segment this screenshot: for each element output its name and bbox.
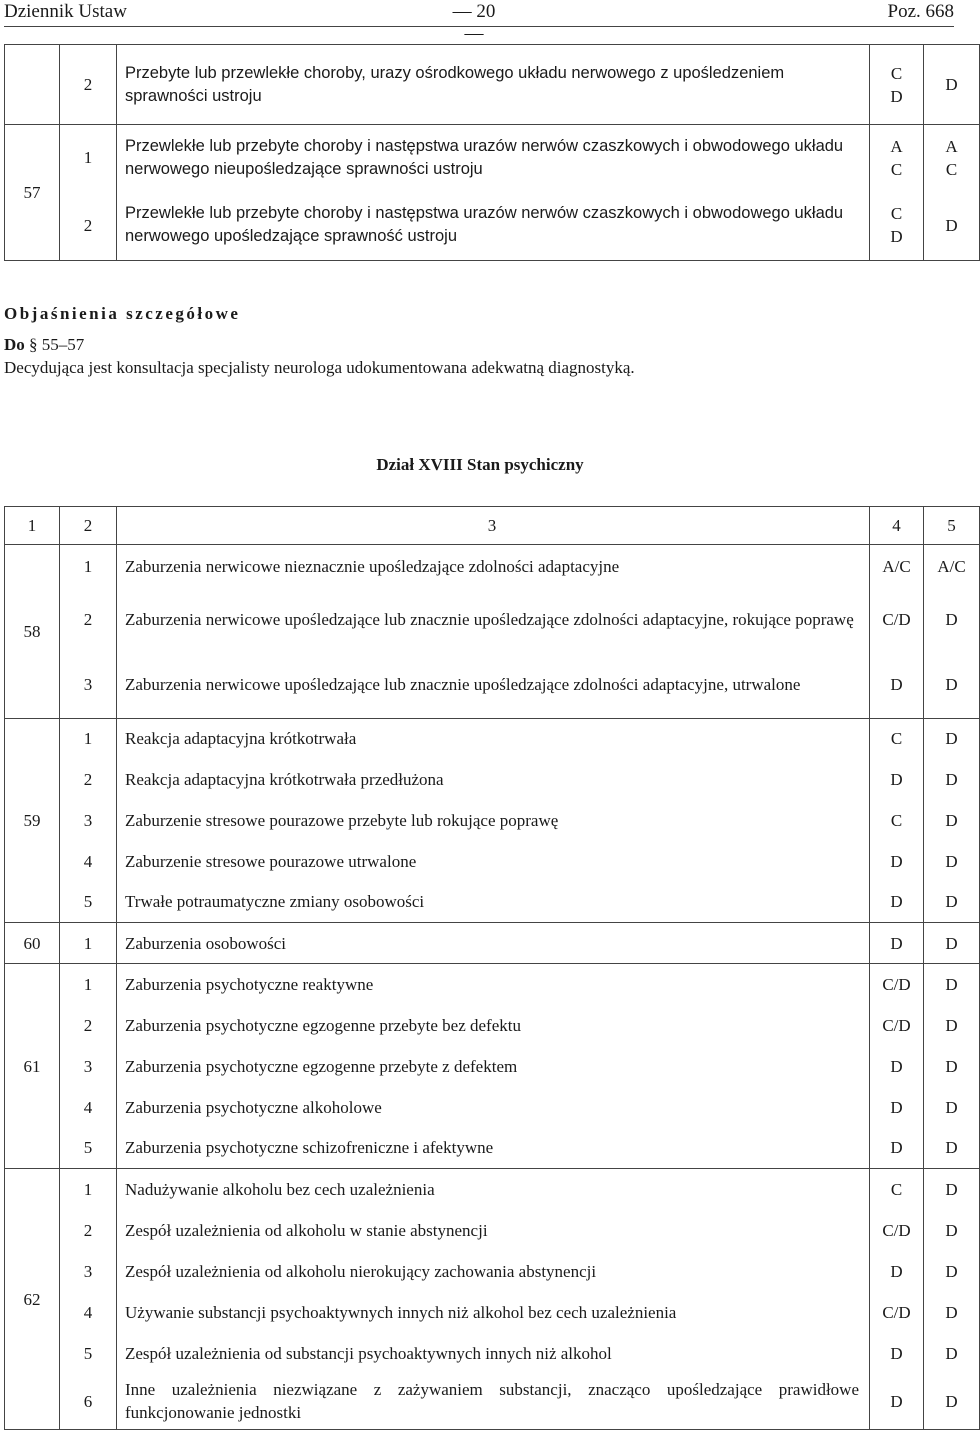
cell-sub: 3 xyxy=(60,1251,117,1292)
table-row xyxy=(5,589,980,651)
cell-cat4: D xyxy=(870,1374,924,1430)
cell-cat4: C/D xyxy=(870,1292,924,1333)
section-title: Dział XVIII Stan psychiczny xyxy=(376,455,584,474)
table-row xyxy=(5,841,980,882)
cat-value: D xyxy=(890,86,903,106)
table-row xyxy=(5,125,980,191)
cell-cat5: D xyxy=(924,651,980,719)
table-row xyxy=(5,1169,980,1210)
cell-sub: 2 xyxy=(60,759,117,800)
cell-cat5 xyxy=(924,125,980,191)
cell-sub: 5 xyxy=(60,882,117,923)
cell-desc: Przebyte lub przewlekłe choroby, urazy ośrodkowego układu nerwowego z upośledzeniem sprawności ustroju xyxy=(117,45,870,125)
cell-cat4: C/D xyxy=(870,589,924,651)
cell-cat4: D xyxy=(870,1087,924,1128)
cell-sub: 2 xyxy=(60,191,117,261)
column-header: 1 xyxy=(5,507,60,545)
cell-cat4: D xyxy=(870,759,924,800)
table-row xyxy=(5,1128,980,1169)
ref-range: § 55–57 xyxy=(24,335,85,354)
cat-value: C xyxy=(945,159,958,179)
cell-cat4: D xyxy=(870,1128,924,1169)
cell-sub: 3 xyxy=(60,1046,117,1087)
cat-value: A xyxy=(890,136,903,156)
cell-sub: 2 xyxy=(60,1005,117,1046)
cell-cat4 xyxy=(870,45,924,125)
cell-desc: Zespół uzależnienia od substancji psychoaktywnych innych niż alkohol xyxy=(117,1333,870,1374)
cell-desc: Zaburzenia psychotyczne schizofreniczne i afektywne xyxy=(117,1128,870,1169)
cell-desc: Trwałe potraumatyczne zmiany osobowości xyxy=(117,882,870,923)
cell-sub: 5 xyxy=(60,1128,117,1169)
table-row xyxy=(5,191,980,261)
table-row xyxy=(5,800,980,841)
cell-cat5: D xyxy=(945,1056,958,1076)
cell-desc: Zaburzenia psychotyczne alkoholowe xyxy=(117,1087,870,1128)
group-number: 62 xyxy=(5,1169,60,1430)
cat-value: A xyxy=(945,136,958,156)
cell-desc: Nadużywanie alkoholu bez cech uzależnienia xyxy=(117,1169,870,1210)
cell-sub: 4 xyxy=(60,841,117,882)
cell-sub: 3 xyxy=(60,800,117,841)
journal-title: Dziennik Ustaw xyxy=(4,1,127,22)
table-row xyxy=(5,759,980,800)
cell-desc: Inne uzależnienia niezwiązane z zażywaniem substancji, znacząco upośledzające prawidłowe funkcjonowanie jednostki xyxy=(117,1374,870,1430)
page-number: — 20 — xyxy=(452,1,496,44)
table-nervous-system xyxy=(4,44,980,261)
cell-cat5: D xyxy=(945,1261,958,1281)
cell-desc: Zaburzenia nerwicowe nieznacznie upośledzające zdolności adaptacyjne xyxy=(117,545,870,589)
cell-cat5: A/C xyxy=(937,557,966,577)
cell-cat5: D xyxy=(924,191,980,261)
cell-cat4: D xyxy=(870,923,924,964)
cell-sub: 1 xyxy=(60,125,117,191)
cell-desc: Zaburzenia nerwicowe upośledzające lub znacznie upośledzające zdolności adaptacyjne, utrwalone xyxy=(117,651,870,719)
cell-desc: Zaburzenia nerwicowe upośledzające lub znacznie upośledzające zdolności adaptacyjne, rokujące poprawę xyxy=(117,589,870,651)
cell-cat5: D xyxy=(945,1097,958,1117)
cell-cat4 xyxy=(870,125,924,191)
header-row xyxy=(5,507,980,545)
cell-sub: 4 xyxy=(60,1087,117,1128)
cell-cat4: C xyxy=(870,800,924,841)
table-row xyxy=(5,651,980,719)
cell-cat4: D xyxy=(870,651,924,719)
cell-cat5: D xyxy=(924,1374,980,1430)
cell-desc: Zaburzenia psychotyczne egzogenne przebyte z defektem xyxy=(117,1046,870,1087)
cell-desc: Przewlekłe lub przebyte choroby i następstwa urazów nerwów czaszkowych i obwodowego układu nerwowego nieupośledzające sprawności ustroju xyxy=(117,125,870,191)
cell-desc: Reakcja adaptacyjna krótkotrwała przedłużona xyxy=(117,759,870,800)
cell-sub: 4 xyxy=(60,1292,117,1333)
explanations-reference xyxy=(4,335,954,355)
explanations-text: Decydująca jest konsultacja specjalisty neurologa udokumentowana adekwatną diagnostyką. xyxy=(4,358,635,377)
cell-desc: Zespół uzależnienia od alkoholu w stanie abstynencji xyxy=(117,1210,870,1251)
column-header: 2 xyxy=(60,507,117,545)
cat-value: C xyxy=(890,63,903,83)
cell-cat4: D xyxy=(870,882,924,923)
cell-cat5: D xyxy=(945,769,958,789)
cell-desc: Reakcja adaptacyjna krótkotrwała xyxy=(117,719,870,759)
cell-cat4: C/D xyxy=(870,964,924,1005)
group-number: 58 xyxy=(5,545,60,719)
column-header: 3 xyxy=(117,507,870,545)
table-row xyxy=(5,1210,980,1251)
cell-cat5: D xyxy=(945,1179,958,1199)
cell-sub: 6 xyxy=(60,1374,117,1430)
page-header xyxy=(4,0,954,44)
table-row xyxy=(5,882,980,923)
cell-desc: Zaburzenia osobowości xyxy=(117,923,870,964)
cell-cat5: D xyxy=(945,974,958,994)
table-row xyxy=(5,719,980,759)
cell-cat4: D xyxy=(870,1333,924,1374)
table-mental-state xyxy=(4,506,980,1430)
cell-cat5: D xyxy=(945,810,958,830)
cell-sub: 1 xyxy=(60,923,117,964)
cell-cat5: D xyxy=(924,45,980,125)
cell-sub: 1 xyxy=(60,964,117,1005)
table-row xyxy=(5,1005,980,1046)
cell-sub: 1 xyxy=(60,719,117,759)
table-row xyxy=(5,545,980,589)
cell-cat4 xyxy=(870,191,924,261)
group-number: 61 xyxy=(5,964,60,1169)
cell-sub: 2 xyxy=(60,45,117,125)
cell-cat4: C/D xyxy=(870,1210,924,1251)
cell-cat5: D xyxy=(924,882,980,923)
cell-cat4: D xyxy=(870,1046,924,1087)
cell-cat4: C xyxy=(870,719,924,759)
cell-desc: Używanie substancji psychoaktywnych innych niż alkohol bez cech uzależnienia xyxy=(117,1292,870,1333)
position-number: Poz. 668 xyxy=(887,1,954,22)
group-number: 59 xyxy=(5,719,60,923)
column-header: 5 xyxy=(924,507,980,545)
cell-cat5: D xyxy=(945,1343,958,1363)
cell-empty xyxy=(5,45,60,125)
table-row xyxy=(5,45,980,125)
cell-cat5: D xyxy=(924,1128,980,1169)
cat-value: C xyxy=(890,204,903,224)
cell-cat4: C xyxy=(870,1169,924,1210)
table-row xyxy=(5,923,980,964)
group-number: 60 xyxy=(5,923,60,964)
cell-cat5: D xyxy=(945,851,958,871)
cell-cat4: D xyxy=(870,1251,924,1292)
cell-sub: 2 xyxy=(60,1210,117,1251)
cell-cat4: D xyxy=(870,841,924,882)
cat-value: C xyxy=(890,159,903,179)
cell-desc: Zaburzenie stresowe pourazowe utrwalone xyxy=(117,841,870,882)
table-row xyxy=(5,1087,980,1128)
explanations-title: Objaśnienia szczegółowe xyxy=(4,304,241,323)
cell-sub: 5 xyxy=(60,1333,117,1374)
cell-desc: Zespół uzależnienia od alkoholu nierokujący zachowania abstynencji xyxy=(117,1251,870,1292)
cell-sub: 1 xyxy=(60,1169,117,1210)
table-row xyxy=(5,1292,980,1333)
cell-cat5: D xyxy=(924,923,980,964)
cell-desc: Zaburzenie stresowe pourazowe przebyte lub rokujące poprawę xyxy=(117,800,870,841)
table-row xyxy=(5,1374,980,1430)
cell-cat5: D xyxy=(945,729,958,749)
cell-cat5: D xyxy=(945,1220,958,1240)
cell-cat5: D xyxy=(945,610,958,629)
cell-cat4: C/D xyxy=(870,1005,924,1046)
table-row xyxy=(5,1046,980,1087)
cell-cat4: A/C xyxy=(870,545,924,589)
cell-cat5: D xyxy=(945,1302,958,1322)
table-row xyxy=(5,964,980,1005)
cell-cat5: D xyxy=(945,1015,958,1035)
explanations xyxy=(4,304,954,378)
group-number: 57 xyxy=(5,125,60,261)
table-row xyxy=(5,1333,980,1374)
cat-value: D xyxy=(890,227,903,247)
cell-desc: Zaburzenia psychotyczne egzogenne przebyte bez defektu xyxy=(117,1005,870,1046)
cell-desc: Przewlekłe lub przebyte choroby i następstwa urazów nerwów czaszkowych i obwodowego układu nerwowego upośledzające sprawność ustroju xyxy=(117,191,870,261)
cell-sub: 2 xyxy=(60,589,117,651)
table-row xyxy=(5,1251,980,1292)
cell-desc: Zaburzenia psychotyczne reaktywne xyxy=(117,964,870,1005)
cell-sub: 3 xyxy=(60,651,117,719)
cell-sub: 1 xyxy=(60,545,117,589)
column-header: 4 xyxy=(870,507,924,545)
ref-label: Do xyxy=(4,335,25,354)
